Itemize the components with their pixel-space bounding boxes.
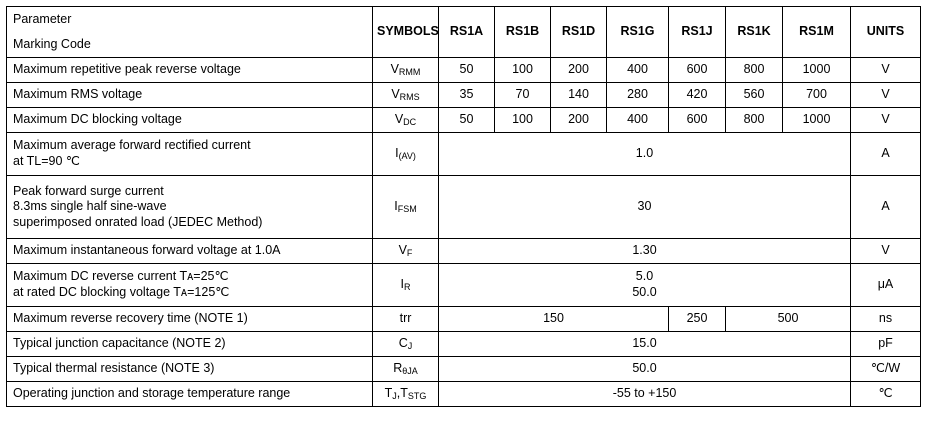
table-header-row-1 <box>7 7 921 33</box>
row-parameter <box>7 176 373 239</box>
table-row <box>7 264 921 307</box>
symbol-sub: RMS <box>399 92 420 103</box>
symbol-sub: R <box>403 282 411 293</box>
row-value-line: 5.0 <box>635 269 654 284</box>
row-symbol <box>373 133 439 176</box>
symbol-sub: (AV) <box>398 151 416 162</box>
row-value: 280 <box>607 83 669 108</box>
symbol-main: I <box>394 199 398 214</box>
header-units: UNITS <box>851 7 921 58</box>
symbol-sub: FSM <box>397 204 417 215</box>
table-row <box>7 332 921 357</box>
row-value: 800 <box>726 108 783 133</box>
row-value: 1000 <box>783 58 851 83</box>
row-value: 700 <box>783 83 851 108</box>
row-unit: A <box>851 176 921 239</box>
symbol-sub: θJA <box>402 366 418 377</box>
row-value: 140 <box>551 83 607 108</box>
symbol-sub: RMM <box>398 67 421 78</box>
symbol-main: V <box>390 62 399 77</box>
symbol-main-2: ,T <box>396 386 408 401</box>
symbol-main: V <box>394 112 404 127</box>
table-row <box>7 307 921 332</box>
row-value: 400 <box>607 58 669 83</box>
row-value: 200 <box>551 108 607 133</box>
row-value-merged: 1.30 <box>439 239 851 264</box>
row-unit: V <box>851 83 921 108</box>
symbol-main: trr <box>399 311 412 326</box>
row-parameter-line: superimposed onrated load (JEDEC Method) <box>13 214 263 229</box>
row-value: 1000 <box>783 108 851 133</box>
row-parameter: Typical junction capacitance (NOTE 2) <box>7 332 373 357</box>
row-value-merged <box>439 264 851 307</box>
row-value: 800 <box>726 58 783 83</box>
row-value: 200 <box>551 58 607 83</box>
row-parameter: Maximum instantaneous forward voltage at 1.0A <box>7 239 373 264</box>
table-row <box>7 133 921 176</box>
row-unit: V <box>851 108 921 133</box>
row-parameter: Maximum RMS voltage <box>7 83 373 108</box>
symbol-main: I <box>395 146 399 161</box>
symbol-sub: F <box>406 248 413 259</box>
header-part-rs1b: RS1B <box>495 7 551 58</box>
row-value: 50 <box>439 58 495 83</box>
row-parameter-line: at rated DC blocking voltage Tᴀ=125℃ <box>13 285 230 299</box>
row-parameter-line: Maximum average forward rectified current <box>13 138 251 153</box>
table-row <box>7 83 921 108</box>
row-parameter-line: Peak forward surge current <box>13 183 164 198</box>
table-row <box>7 176 921 239</box>
row-symbol <box>373 264 439 307</box>
row-value: 50 <box>439 108 495 133</box>
row-value-merged: -55 to +150 <box>439 382 851 407</box>
row-value-merged: 50.0 <box>439 357 851 382</box>
header-part-rs1j: RS1J <box>669 7 726 58</box>
row-value: 560 <box>726 83 783 108</box>
row-value: 70 <box>495 83 551 108</box>
row-value: 600 <box>669 58 726 83</box>
symbol-sub: DC <box>403 117 417 128</box>
row-parameter-line: Maximum DC reverse current Tᴀ=25℃ <box>13 269 229 284</box>
symbol-main: T <box>384 386 393 401</box>
symbol-main: C <box>398 336 408 351</box>
row-symbol <box>373 382 439 407</box>
row-value-merged: 30 <box>439 176 851 239</box>
row-value: 35 <box>439 83 495 108</box>
row-unit: ℃ <box>851 382 921 407</box>
row-value: 100 <box>495 108 551 133</box>
row-value-line: 50.0 <box>632 285 657 299</box>
symbol-main: V <box>398 243 407 258</box>
header-part-rs1k: RS1K <box>726 7 783 58</box>
row-symbol <box>373 58 439 83</box>
row-parameter <box>7 264 373 307</box>
header-part-rs1a: RS1A <box>439 7 495 58</box>
row-symbol <box>373 307 439 332</box>
header-part-rs1d: RS1D <box>551 7 607 58</box>
electrical-characteristics-table <box>6 6 921 407</box>
row-unit: μA <box>851 264 921 307</box>
row-unit: A <box>851 133 921 176</box>
row-parameter: Maximum repetitive peak reverse voltage <box>7 58 373 83</box>
header-marking-code-label: Marking Code <box>7 32 373 58</box>
symbol-main: I <box>400 277 404 292</box>
table-row <box>7 357 921 382</box>
row-parameter: Maximum reverse recovery time (NOTE 1) <box>7 307 373 332</box>
row-value: 420 <box>669 83 726 108</box>
row-unit: V <box>851 58 921 83</box>
row-value: 600 <box>669 108 726 133</box>
row-parameter <box>7 133 373 176</box>
symbol-sub: J <box>392 391 397 402</box>
symbol-sub: J <box>407 341 413 352</box>
row-parameter: Maximum DC blocking voltage <box>7 108 373 133</box>
symbol-main: V <box>391 87 400 102</box>
header-part-rs1m: RS1M <box>783 7 851 58</box>
row-value-span: 250 <box>669 307 726 332</box>
row-symbol <box>373 357 439 382</box>
row-unit: ns <box>851 307 921 332</box>
row-value-merged: 1.0 <box>439 133 851 176</box>
row-value-span: 500 <box>726 307 851 332</box>
row-parameter: Typical thermal resistance (NOTE 3) <box>7 357 373 382</box>
row-symbol <box>373 239 439 264</box>
row-value-merged: 15.0 <box>439 332 851 357</box>
row-parameter-line: 8.3ms single half sine-wave <box>13 199 167 214</box>
row-value-span: 150 <box>439 307 669 332</box>
header-part-rs1g: RS1G <box>607 7 669 58</box>
row-symbol <box>373 108 439 133</box>
row-symbol <box>373 332 439 357</box>
table-row <box>7 239 921 264</box>
row-parameter-line: at TL=90 ℃ <box>13 154 80 168</box>
row-unit: V <box>851 239 921 264</box>
row-unit: pF <box>851 332 921 357</box>
header-symbols: SYMBOLS <box>373 7 439 58</box>
row-unit: ℃/W <box>851 357 921 382</box>
symbol-sub-2: STG <box>407 391 427 402</box>
symbol-main: R <box>393 361 403 376</box>
row-value: 400 <box>607 108 669 133</box>
row-parameter: Operating junction and storage temperature range <box>7 382 373 407</box>
row-value: 100 <box>495 58 551 83</box>
row-symbol <box>373 176 439 239</box>
table-row <box>7 382 921 407</box>
row-symbol <box>373 83 439 108</box>
header-parameter-label: Parameter <box>7 7 373 33</box>
table-row <box>7 108 921 133</box>
table-row <box>7 58 921 83</box>
